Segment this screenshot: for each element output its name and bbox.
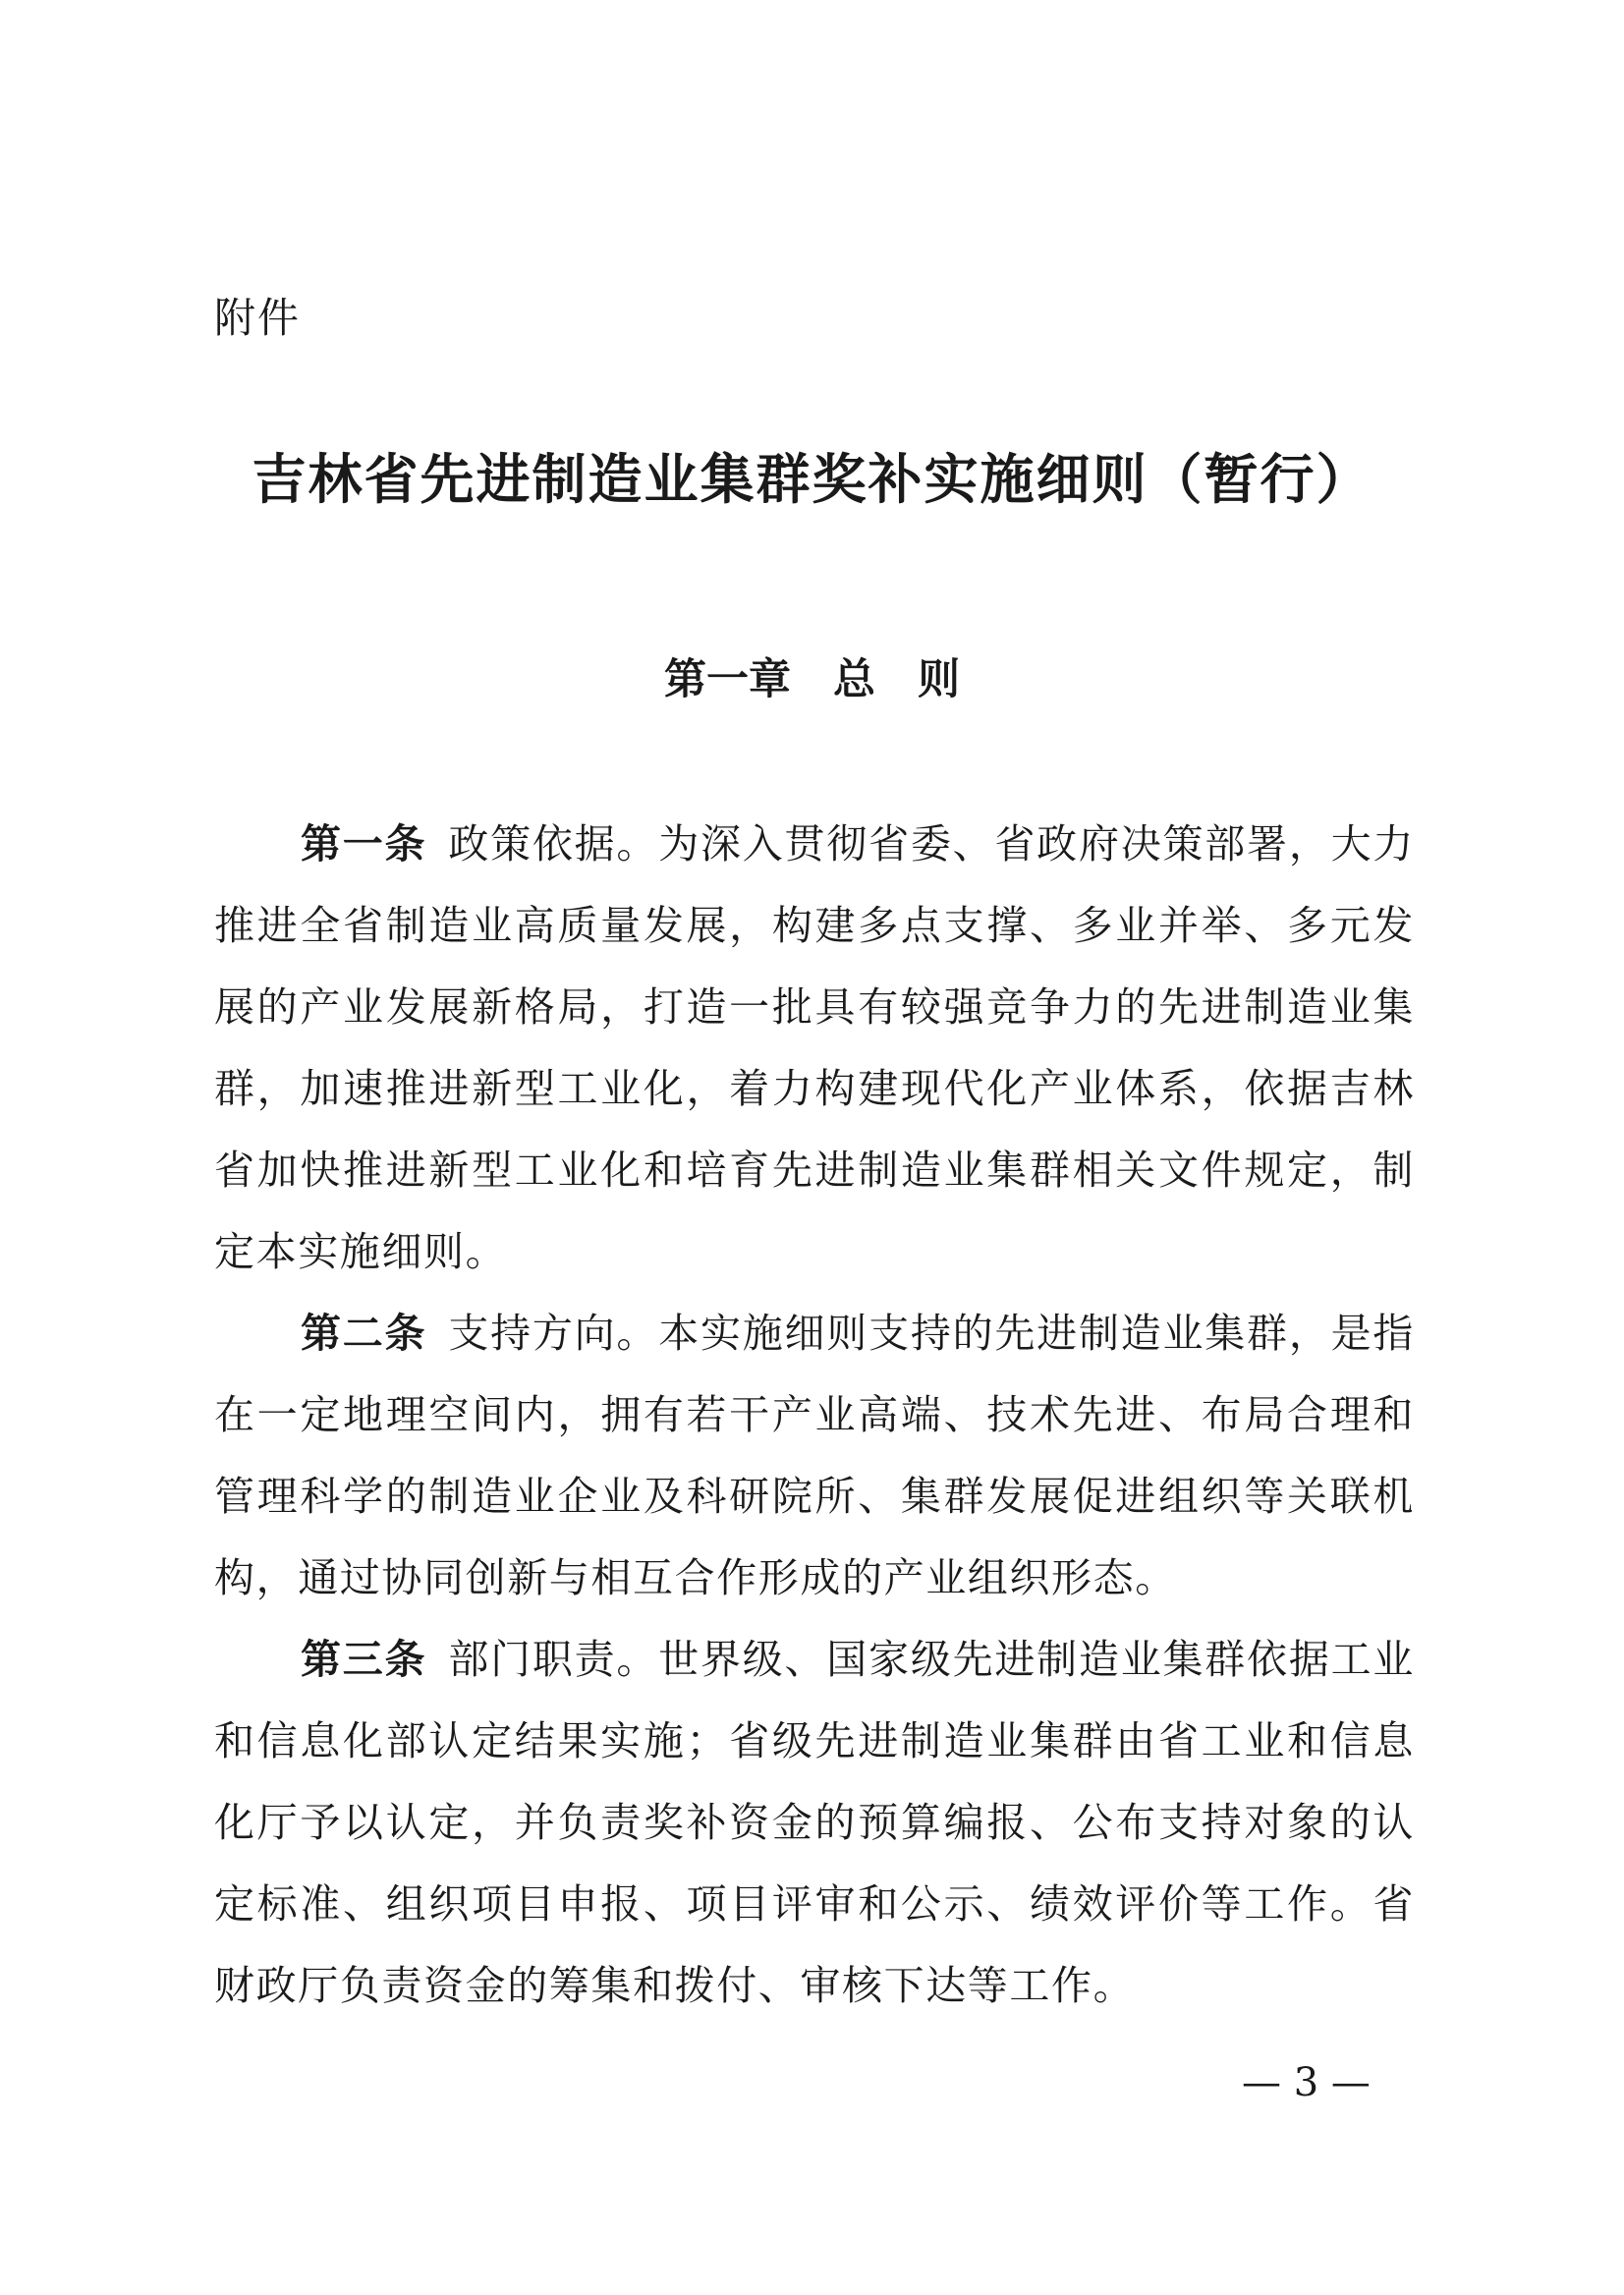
- article-text: 部门职责。世界级、国家级先进制造业集群依据工业和信息化部认定结果实施；省级先进制造业集群由省工业和信息化厅予以认定，并负责奖补资金的预算编报、公布支持对象的认定标准、组织项目申报、项目评审和公示、绩效评价等工作。省财政厅负责资金的筹集和拨付、审核下达等工作。: [214, 1636, 1415, 2009]
- chapter-heading: 第一章 总 则: [664, 655, 960, 704]
- attachment-label: 附件: [214, 294, 302, 342]
- article-number: 第一条: [301, 820, 427, 868]
- page-number: — 3 —: [1242, 2060, 1371, 2105]
- article-text: 支持方向。本实施细则支持的先进制造业集群，是指在一定地理空间内，拥有若干产业高端、技术先进、布局合理和管理科学的制造业企业及科研院所、集群发展促进组织等关联机构，通过协同创新与相互合作形成的产业组织形态。: [214, 1310, 1415, 1601]
- document-body: [214, 804, 1415, 2027]
- article-1: [214, 804, 1415, 1293]
- article-number: 第三条: [301, 1636, 427, 1683]
- article-2: [214, 1293, 1415, 1619]
- article-text: 政策依据。为深入贯彻省委、省政府决策部署，大力推进全省制造业高质量发展，构建多点支撑、多业并举、多元发展的产业发展新格局，打造一批具有较强竞争力的先进制造业集群，加速推进新型工业化，着力构建现代化产业体系，依据吉林省加快推进新型工业化和培育先进制造业集群相关文件规定，制定本实施细则。: [214, 820, 1415, 1275]
- article-3: [214, 1619, 1415, 2027]
- document-title: 吉林省先进制造业集群奖补实施细则（暂行）: [252, 447, 1372, 511]
- article-number: 第二条: [301, 1310, 427, 1357]
